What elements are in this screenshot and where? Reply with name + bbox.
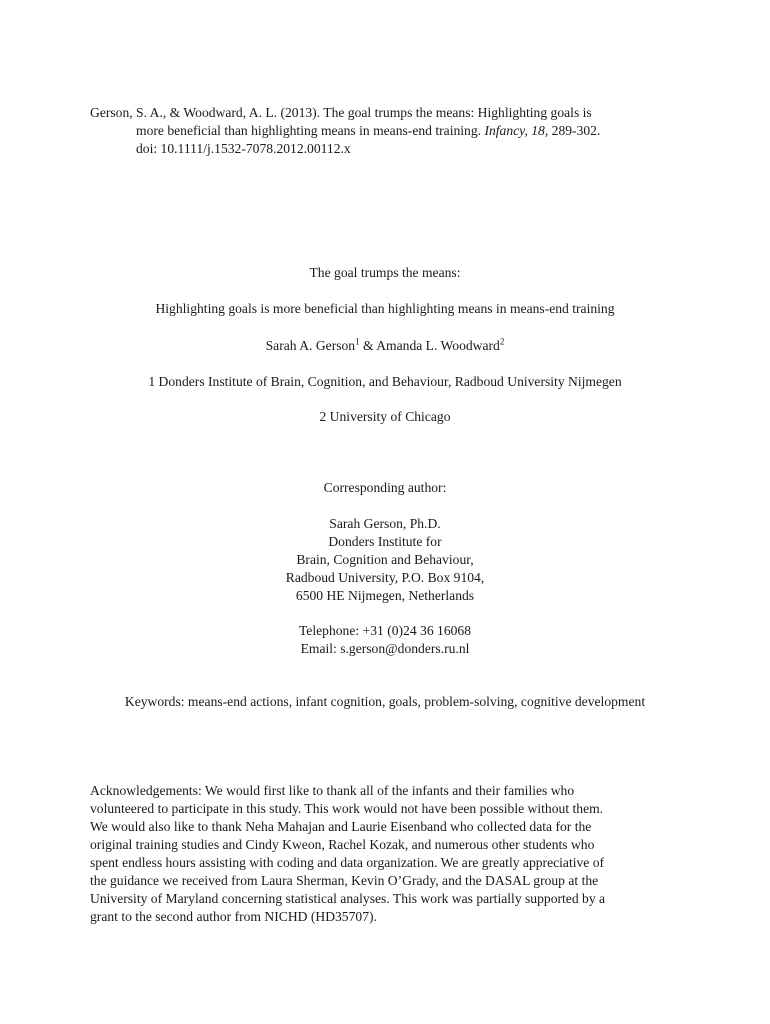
citation-journal: Infancy, 18, xyxy=(484,123,549,138)
acknowledgements-line: Acknowledgements: We would first like to thank all of the infants and their families who xyxy=(90,783,575,798)
citation xyxy=(90,104,690,158)
title-line-2: Highlighting goals is more beneficial than highlighting means in means-end training xyxy=(155,301,615,316)
authors xyxy=(0,337,770,355)
acknowledgements-line: original training studies and Cindy Kweon, Rachel Kozak, and numerous other students who xyxy=(90,837,595,852)
corresponding-email: Email: s.gerson@donders.ru.nl xyxy=(300,641,470,656)
acknowledgements-line: volunteered to participate in this study. This work would not have been possible without them. xyxy=(90,801,604,816)
acknowledgements xyxy=(90,782,680,926)
affiliation-1: 1 Donders Institute of Brain, Cognition, and Behaviour, Radboud University Nijmegen xyxy=(148,374,622,389)
affiliation-2: 2 University of Chicago xyxy=(319,409,451,424)
author-2: Amanda L. Woodward xyxy=(376,338,500,353)
corresponding-address-5: 6500 HE Nijmegen, Netherlands xyxy=(295,588,475,603)
keywords: Keywords: means-end actions, infant cognition, goals, problem-solving, cognitive development xyxy=(124,694,646,709)
citation-line-1: Gerson, S. A., & Woodward, A. L. (2013). The goal trumps the means: Highlighting goals is xyxy=(90,105,592,120)
corresponding-address-1: Sarah Gerson, Ph.D. xyxy=(329,516,441,531)
citation-pages: 289-302. xyxy=(548,123,601,138)
corresponding-address-4: Radboud University, P.O. Box 9104, xyxy=(285,570,485,585)
citation-line-2 xyxy=(90,122,690,140)
title-line-1: The goal trumps the means: xyxy=(309,265,461,280)
author-1: Sarah A. Gerson xyxy=(265,338,356,353)
corresponding-telephone: Telephone: +31 (0)24 36 16068 xyxy=(298,623,472,638)
author-1-affiliation-mark: 1 xyxy=(355,336,360,347)
acknowledgements-line: the guidance we received from Laura Sherman, Kevin O’Grady, and the DASAL group at the xyxy=(90,873,599,888)
citation-doi: doi: 10.1111/j.1532-7078.2012.00112.x xyxy=(136,141,351,156)
acknowledgements-line: grant to the second author from NICHD (HD35707). xyxy=(90,909,377,924)
citation-line-2-text: more beneficial than highlighting means in means-end training. xyxy=(136,123,485,138)
acknowledgements-line: University of Maryland concerning statistical analyses. This work was partially supported by a xyxy=(90,891,606,906)
author-connector: & xyxy=(359,338,377,353)
corresponding-address-2: Donders Institute for xyxy=(328,534,442,549)
acknowledgements-line: spent endless hours assisting with coding and data organization. We are greatly appreciative of xyxy=(90,855,605,870)
corresponding-heading: Corresponding author: xyxy=(323,480,447,495)
corresponding-address-3: Brain, Cognition and Behaviour, xyxy=(296,552,474,567)
acknowledgements-line: We would also like to thank Neha Mahajan and Laurie Eisenband who collected data for the xyxy=(90,819,592,834)
author-2-affiliation-mark: 2 xyxy=(499,336,505,347)
